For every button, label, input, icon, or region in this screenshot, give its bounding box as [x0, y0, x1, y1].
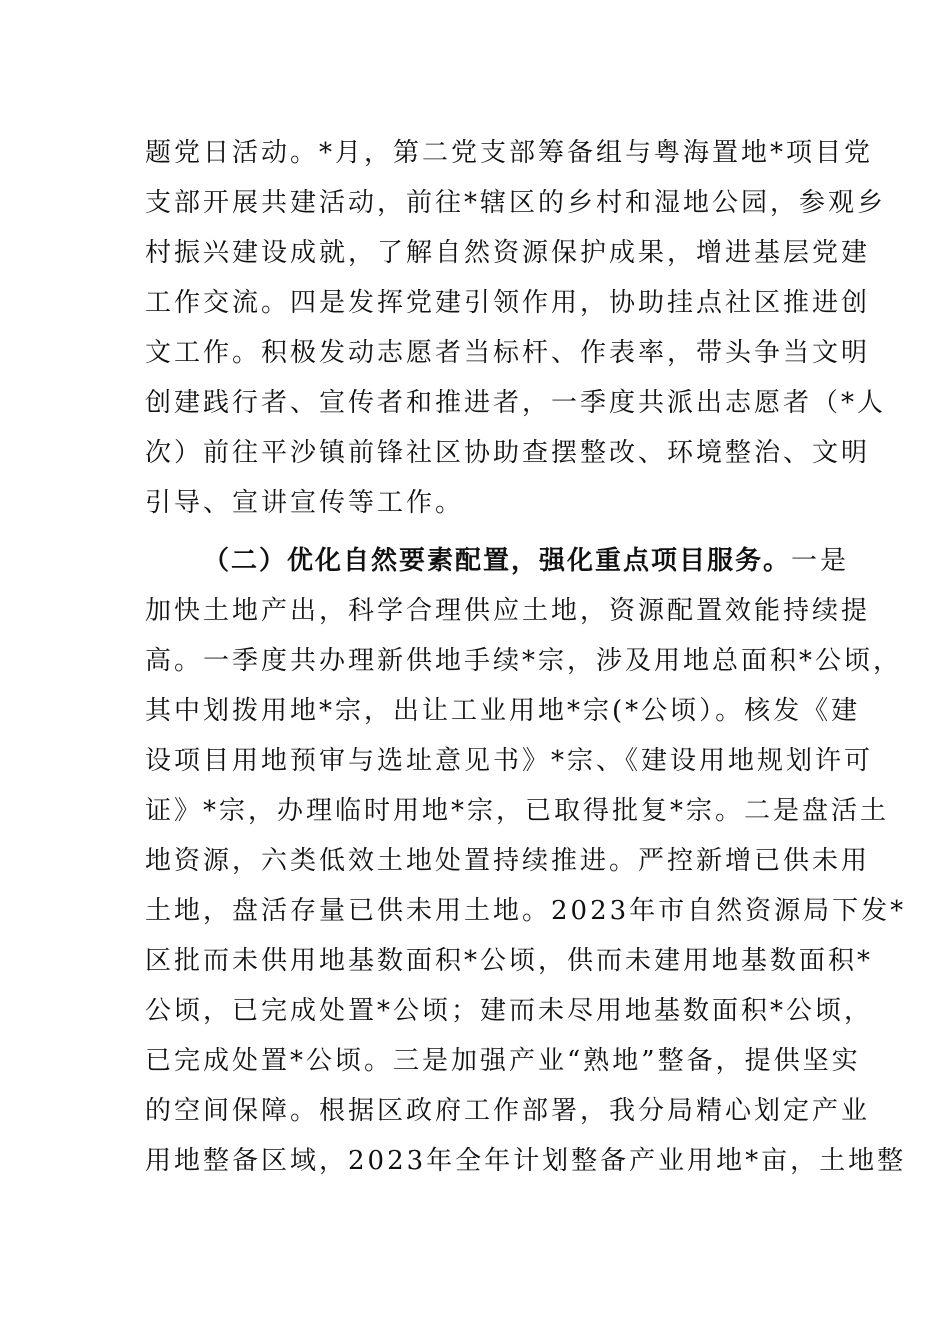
paragraph-1-line-2: 支部开展共建活动，前往*辖区的乡村和湿地公园，参观乡 [145, 188, 887, 218]
paragraph-1-line-7: 次）前往平沙镇前锋社区协助查摆整改、环境整治、文明 [145, 438, 871, 468]
paragraph-1-line-1: 题党日活动。*月，第二党支部筹备组与粤海置地*项目党 [145, 138, 874, 168]
paragraph-2-line-8: 土地，盘活存量已供未用土地。2023年市自然资源局下发* [145, 896, 907, 926]
paragraph-2-line-1 [203, 545, 850, 577]
paragraph-2-line-6: 证》*宗，办理临时用地*宗，已取得批复*宗。二是盘活土 [145, 796, 890, 826]
paragraph-2-line-2: 加快土地产出，科学合理供应土地，资源配置效能持续提 [145, 596, 871, 626]
paragraph-2-line-12: 的空间保障。根据区政府工作部署，我分局精心划定产业 [145, 1096, 871, 1126]
paragraph-1-line-3: 村振兴建设成就，了解自然资源保护成果，增进基层党建 [145, 238, 871, 268]
paragraph-1-line-8: 引导、宣讲宣传等工作。 [145, 488, 465, 518]
paragraph-2-line-7: 地资源，六类低效土地处置持续推进。严控新增已供未用 [145, 846, 871, 876]
paragraph-2-line-4: 其中划拨用地*宗，出让工业用地*宗(*公顷）。核发《建 [145, 696, 861, 726]
section-heading: （二）优化自然要素配置，强化重点项目服务。 [203, 546, 792, 576]
paragraph-2-line-3: 高。一季度共办理新供地手续*宗，涉及用地总面积*公顷， [145, 646, 903, 676]
paragraph-2-line-5: 设项目用地预审与选址意见书》*宗、《建设用地规划许可 [145, 746, 874, 776]
paragraph-1-line-6: 创建践行者、宣传者和推进者，一季度共派出志愿者（*人 [145, 388, 887, 418]
paragraph-1-line-4: 工作交流。四是发挥党建引领作用，协助挂点社区推进创 [145, 288, 871, 318]
paragraph-2-line-13: 用地整备区域，2023年全年计划整备产业用地*亩，土地整 [145, 1146, 907, 1176]
paragraph-2-line-11: 已完成处置*公顷。三是加强产业“熟地”整备，提供坚实 [145, 1046, 861, 1076]
paragraph-2-line-9: 区批而未供用地基数面积*公顷，供而未建用地基数面积* [145, 946, 874, 976]
paragraph-2-line-1-rest: 一是 [791, 546, 850, 576]
paragraph-2-line-10: 公顷，已完成处置*公顷；建而未尽用地基数面积*公顷， [145, 996, 874, 1026]
paragraph-1-line-5: 文工作。积极发动志愿者当标杆、作表率，带头争当文明 [145, 338, 871, 368]
